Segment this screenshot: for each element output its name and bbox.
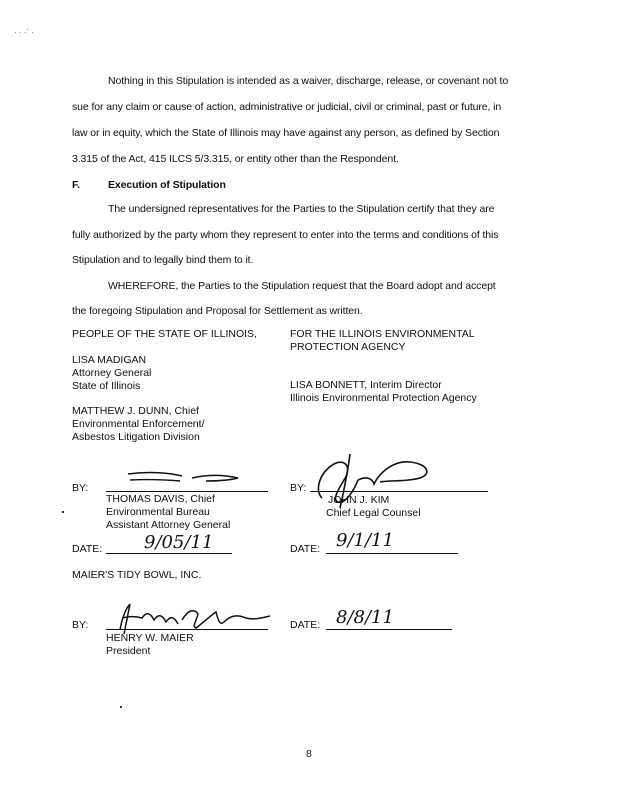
left-signer-line-2: Environmental Bureau <box>106 506 210 518</box>
wherefore-line-2: the foregoing Stipulation and Proposal for Settlement as written. <box>72 305 363 317</box>
left-signer-line-3: Assistant Attorney General <box>106 519 231 531</box>
page-number: 8 <box>306 748 312 760</box>
left-signature-mark <box>120 468 270 488</box>
right-signer-line-1: JOHN J. KIM <box>328 494 390 506</box>
left-block1-line-1: LISA MADIGAN <box>72 354 147 366</box>
respondent-heading: MAIER'S TIDY BOWL, INC. <box>72 569 202 581</box>
waiver-line-4: 3.315 of the Act, 415 ILCS 5/3.315, or entity other than the Respondent. <box>72 153 399 165</box>
scan-dot <box>120 706 122 708</box>
left-by-label: BY: <box>72 482 89 494</box>
section-letter: F. <box>72 179 80 191</box>
right-signer-line-2: Chief Legal Counsel <box>326 507 421 519</box>
left-date-line <box>106 553 232 554</box>
right-block1-line-1: LISA BONNETT, Interim Director <box>290 379 442 391</box>
scan-specks: · · ·´ · <box>14 28 34 37</box>
left-block1-line-2: Attorney General <box>72 367 152 379</box>
right-date-value: 9/1/11 <box>336 530 394 551</box>
certify-line-1: The undersigned representatives for the Parties to the Stipulation certify that they are <box>108 203 495 215</box>
left-party-heading: PEOPLE OF THE STATE OF ILLINOIS, <box>72 328 257 340</box>
left-block2-line-1: MATTHEW J. DUNN, Chief <box>72 405 199 417</box>
left-date-label: DATE: <box>72 543 103 555</box>
waiver-line-2: sue for any claim or cause of action, administrative or judicial, civil or criminal, past or future, in <box>72 101 502 113</box>
right-by-label: BY: <box>290 482 307 494</box>
left-signer-line-1: THOMAS DAVIS, Chief <box>106 493 215 505</box>
left-block2-line-3: Asbestos Litigation Division <box>72 431 200 443</box>
right-date-label: DATE: <box>290 543 321 555</box>
waiver-line-3: law or in equity, which the State of Illinois may have against any person, as defined by Section <box>72 127 500 139</box>
respondent-signer-line-2: President <box>106 645 151 657</box>
respondent-date-label: DATE: <box>290 619 321 631</box>
scan-dot <box>62 511 64 513</box>
right-party-heading-1: FOR THE ILLINOIS ENVIRONMENTAL <box>290 328 475 340</box>
section-title: Execution of Stipulation <box>108 179 226 191</box>
respondent-signature-line <box>106 629 268 630</box>
waiver-line-1: Nothing in this Stipulation is intended as a waiver, discharge, release, or covenant not to <box>108 75 509 87</box>
right-date-line <box>326 553 458 554</box>
respondent-date-value: 8/8/11 <box>336 607 394 628</box>
certify-line-2: fully authorized by the party whom they represent to enter into the terms and conditions of this <box>72 229 499 241</box>
right-block1-line-2: Illinois Environmental Protection Agency <box>290 392 477 404</box>
left-block1-line-3: State of Illinois <box>72 380 141 392</box>
respondent-by-label: BY: <box>72 619 89 631</box>
respondent-signer-line-1: HENRY W. MAIER <box>106 632 194 644</box>
wherefore-line-1: WHEREFORE, the Parties to the Stipulation request that the Board adopt and accept <box>108 280 496 292</box>
certify-line-3: Stipulation and to legally bind them to it. <box>72 254 254 266</box>
right-party-heading-2: PROTECTION AGENCY <box>290 341 406 353</box>
respondent-date-line <box>326 629 452 630</box>
left-date-value: 9/05/11 <box>144 532 214 553</box>
left-signature-line <box>106 491 268 492</box>
right-signature-line <box>310 491 488 492</box>
left-block2-line-2: Environmental Enforcement/ <box>72 418 205 430</box>
